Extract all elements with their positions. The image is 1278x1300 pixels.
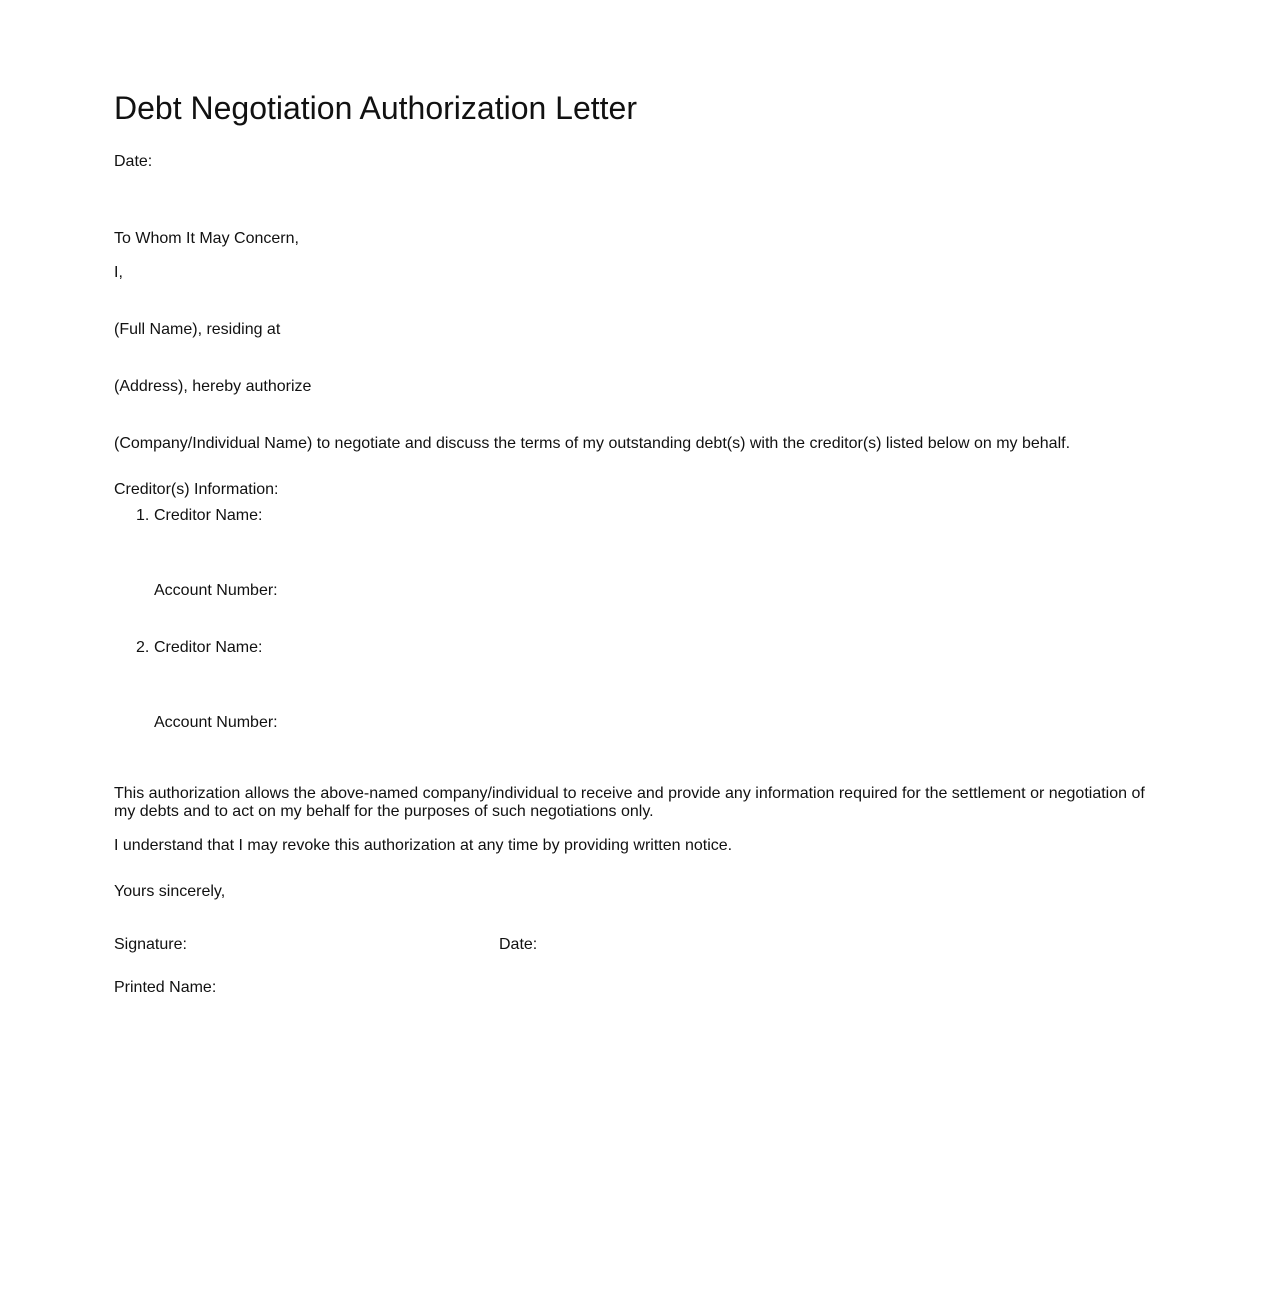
signature-label: Signature: <box>114 936 187 953</box>
signature-date-label: Date: <box>499 936 538 953</box>
authorization-text: (Company/Individual Name) to negotiate and discuss the terms of my outstanding debt(s) with the creditor(s) listed below on my behalf. <box>114 435 1071 452</box>
creditors-heading: Creditor(s) Information: <box>114 481 279 498</box>
address-label: (Address), hereby authorize <box>114 378 312 395</box>
date-label: Date: <box>114 153 153 170</box>
closing: Yours sincerely, <box>114 883 226 900</box>
creditor-1-name-label: Creditor Name: <box>154 507 263 524</box>
printed-name-label: Printed Name: <box>114 979 217 996</box>
creditor-2-account-label: Account Number: <box>154 714 278 731</box>
creditor-2-number: 2. <box>136 639 150 656</box>
page-title: Debt Negotiation Authorization Letter <box>114 90 637 126</box>
salutation: To Whom It May Concern, <box>114 230 299 247</box>
full-name-label: (Full Name), residing at <box>114 321 281 338</box>
info-paragraph: This authorization allows the above-named company/individual to receive and provide any information required for the settlement or negotiation of my debts and to act on my behalf for the purposes of such negotiations only. <box>114 785 1145 820</box>
i-label: I, <box>114 264 123 281</box>
creditor-1-account-label: Account Number: <box>154 582 278 599</box>
creditor-2-name-label: Creditor Name: <box>154 639 263 656</box>
revoke-paragraph: I understand that I may revoke this authorization at any time by providing written notice. <box>114 837 733 854</box>
creditor-1-number: 1. <box>136 507 150 524</box>
